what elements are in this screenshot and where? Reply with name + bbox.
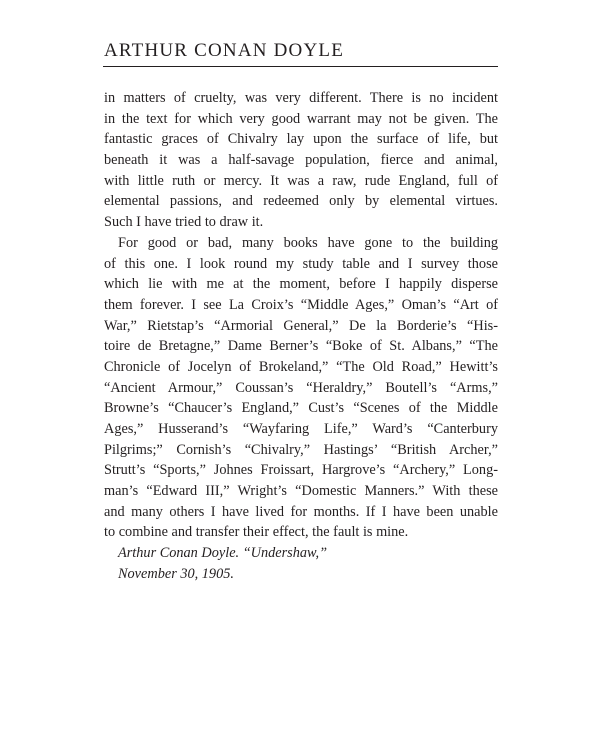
running-head: ARTHUR CONAN DOYLE	[104, 40, 345, 61]
text-line: which lie with me at the moment, before I happily disperse	[104, 276, 498, 293]
text-line: War,” Rietstap’s “Armorial General,” De la Borderie’s “His-	[104, 317, 498, 334]
text-line: Strutt’s “Sports,” Johnes Froissart, Hargrove’s “Archery,” Long-	[104, 462, 498, 479]
text-line: with little ruth or mercy. It was a raw, rude England, full of	[104, 172, 498, 189]
text-line: to combine and transfer their effect, the fault is mine.	[104, 524, 409, 541]
paragraph-1	[104, 88, 498, 233]
text-line: Such I have tried to draw it.	[104, 214, 264, 231]
text-line: in matters of cruelty, was very different. There is no incident	[104, 90, 498, 106]
text-line: of this one. I look round my study table and I survey those	[104, 255, 498, 272]
text-line: Chronicle of Jocelyn of Brokeland,” “The Old Road,” Hewitt’s	[104, 358, 498, 375]
text-line: in the text for which very good warrant may not be given. The	[104, 110, 498, 127]
text-line: “Ancient Armour,” Coussan’s “Heraldry,” Boutell’s “Arms,”	[104, 379, 498, 396]
text-line: toire de Bretagne,” Dame Berner’s “Boke of St. Albans,” “The	[104, 338, 498, 355]
text-line: man’s “Edward III,” Wright’s “Domestic Manners.” With these	[104, 483, 498, 500]
text-line: beneath it was a half-savage population, fierce and animal,	[104, 152, 498, 169]
signature-date: November 30, 1905.	[118, 565, 234, 582]
signature	[104, 543, 498, 584]
page-body	[104, 88, 498, 585]
text-line: Pilgrims;” Cornish’s “Chivalry,” Hastings’ “British Archer,”	[104, 441, 498, 458]
text-line: fantastic graces of Chivalry lay upon the surface of life, but	[104, 131, 498, 148]
text-line: them forever. I see La Croix’s “Middle Ages,” Oman’s “Art of	[104, 296, 498, 313]
text-line: Ages,” Husserand’s “Wayfaring Life,” Ward’s “Canterbury	[104, 421, 498, 437]
signature-line: Arthur Conan Doyle. “Undershaw,”	[118, 545, 328, 562]
text-line: and many others I have lived for months. If I have been unable	[104, 503, 498, 520]
text-line: elemental passions, and redeemed only by elemental virtues.	[104, 193, 498, 210]
text-line: For good or bad, many books have gone to the building	[118, 234, 498, 251]
text-line: Browne’s “Chaucer’s England,” Cust’s “Scenes of the Middle	[104, 400, 498, 417]
header-rule	[103, 66, 498, 67]
paragraph-2	[104, 233, 498, 543]
